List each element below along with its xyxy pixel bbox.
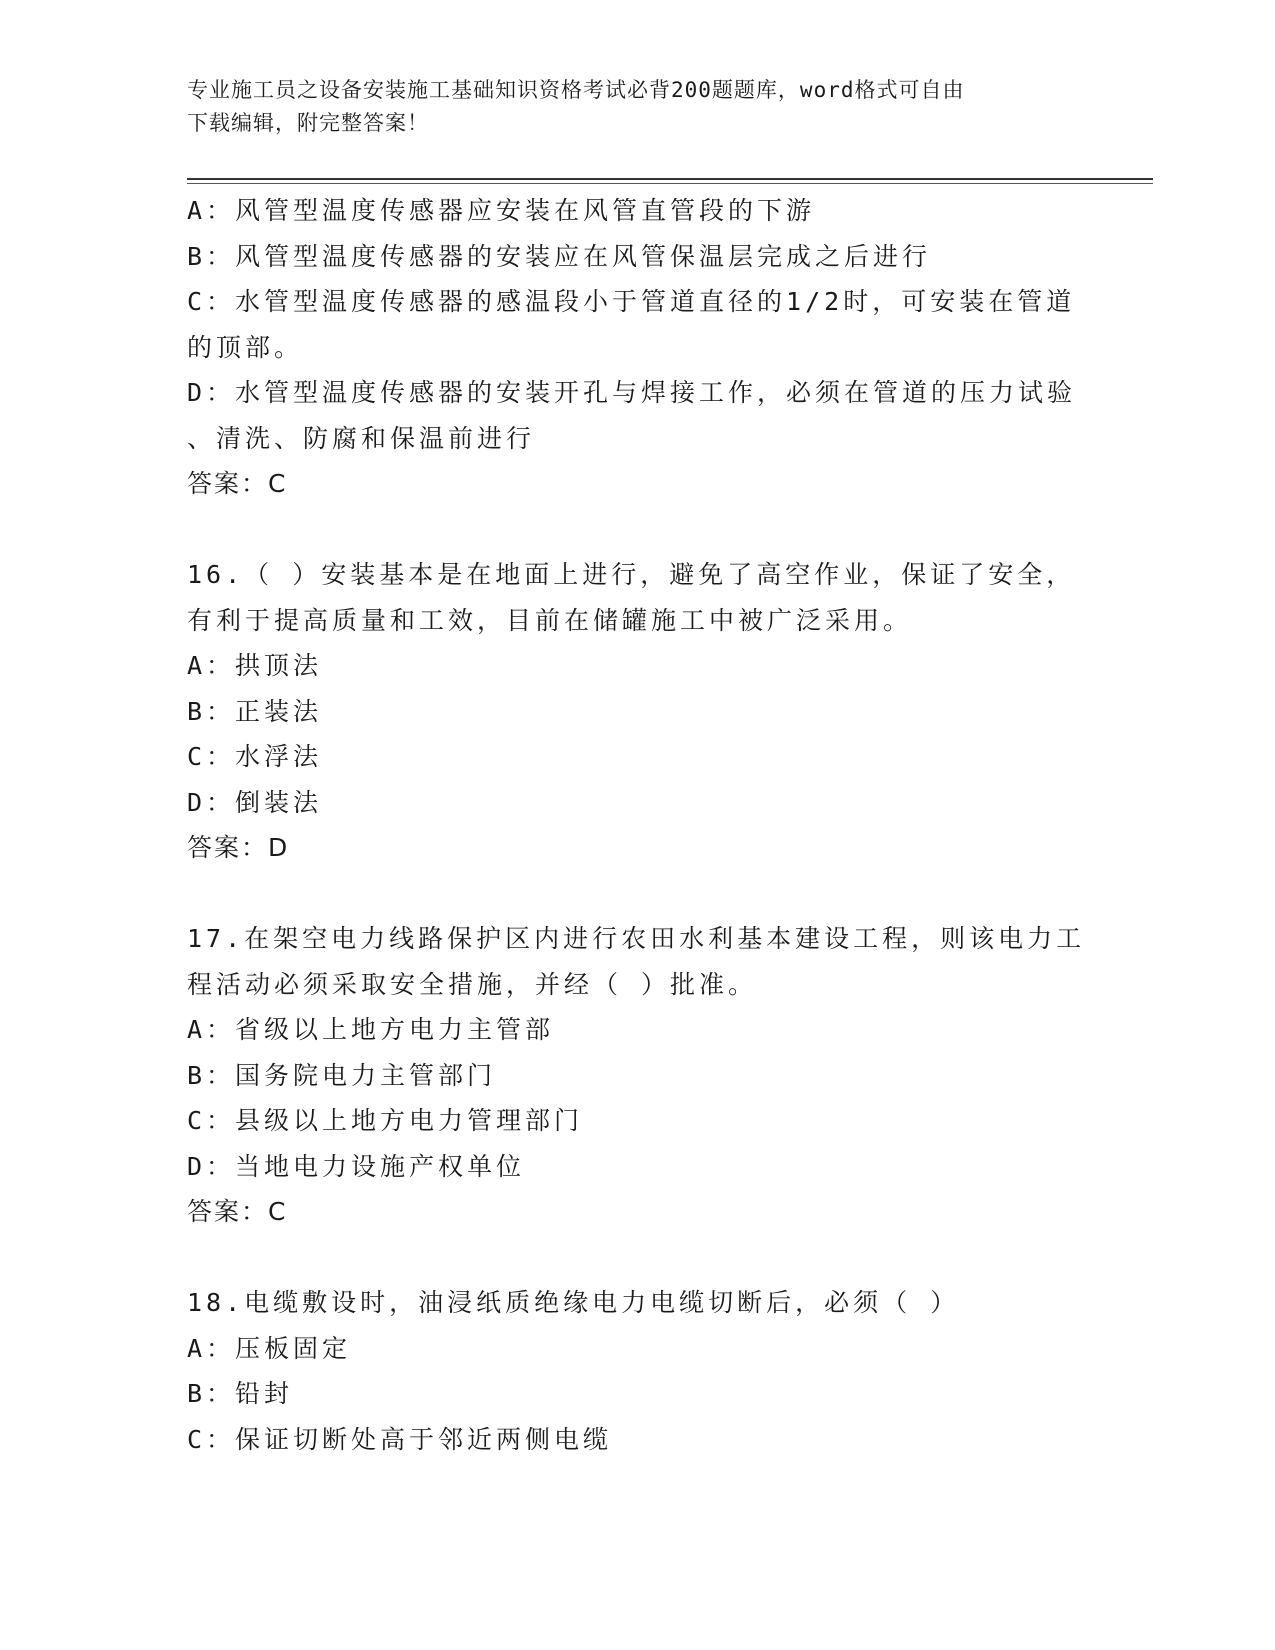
question-17 (187, 916, 1087, 1235)
q16-stem-line-1: 16.（ ）安装基本是在地面上进行，避免了高空作业，保证了安全， (187, 560, 1076, 589)
q17-option-d: D：当地电力设施产权单位 (187, 1151, 526, 1181)
q16-stem-line-2: 有利于提高质量和工效，目前在储罐施工中被广泛采用。 (187, 605, 913, 635)
header-divider-thin (187, 183, 1153, 184)
q16-option-c: C：水浮法 (187, 742, 323, 771)
q16-option-b: B：正装法 (187, 696, 323, 726)
question-content (187, 188, 1087, 1462)
question-18 (187, 1280, 1087, 1462)
q15-option-b: B：风管型温度传感器的安装应在风管保温层完成之后进行 (187, 241, 932, 271)
q17-stem-line-1: 17.在架空电力线路保护区内进行农田水利基本建设工程，则该电力工 (187, 924, 1086, 953)
q17-stem-line-2: 程活动必须采取安全措施，并经（ ）批准。 (187, 969, 758, 999)
spacer (187, 871, 1087, 917)
spacer (187, 507, 1087, 553)
question-16 (187, 552, 1087, 871)
q18-option-c: C：保证切断处高于邻近两侧电缆 (187, 1424, 613, 1454)
spacer (187, 1235, 1087, 1281)
q16-answer: 答案：D (187, 833, 290, 862)
q16-option-a: A：拱顶法 (187, 651, 323, 680)
q17-option-b: B：国务院电力主管部门 (187, 1060, 497, 1090)
q17-option-a: A：省级以上地方电力主管部 (187, 1015, 555, 1044)
q16-option-d: D：倒装法 (187, 787, 323, 817)
q17-answer: 答案：C (187, 1197, 288, 1226)
q15-answer: 答案：C (187, 469, 288, 498)
q18-stem-line-1: 18.电缆敷设时，油浸纸质绝缘电力电缆切断后，必须（ ） (187, 1288, 960, 1317)
question-15-options (187, 188, 1087, 507)
q18-option-b: B：铅封 (187, 1379, 294, 1408)
q15-option-d-line-2: 、清洗、防腐和保温前进行 (187, 423, 536, 453)
q18-option-a: A：压板固定 (187, 1333, 352, 1363)
header-line-2: 下载编辑，附完整答案！ (187, 111, 429, 135)
q15-option-c-line-2: 的顶部。 (187, 332, 304, 362)
q15-option-a: A：风管型温度传感器应安装在风管直管段的下游 (187, 196, 816, 225)
q17-option-c: C：县级以上地方电力管理部门 (187, 1106, 584, 1135)
q15-option-d-line-1: D：水管型温度传感器的安装开孔与焊接工作，必须在管道的压力试验 (187, 378, 1077, 407)
q15-option-c-line-1: C：水管型温度传感器的感温段小于管道直径的1/2时，可安装在管道 (187, 287, 1076, 316)
document-header (187, 74, 1067, 140)
header-divider-thick (187, 178, 1153, 180)
header-line-1: 专业施工员之设备安装施工基础知识资格考试必背200题题库，word格式可自由 (187, 78, 965, 102)
